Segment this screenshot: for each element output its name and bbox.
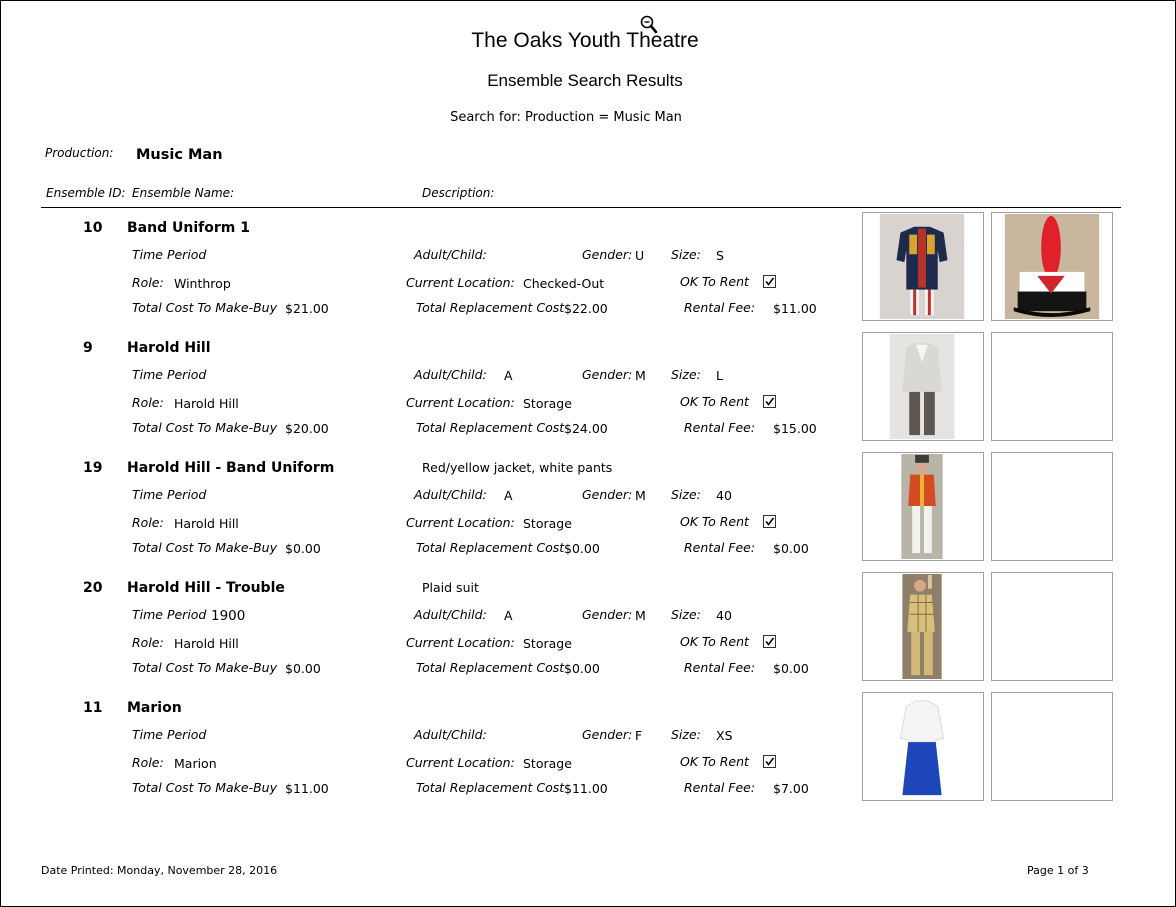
- ok-to-rent-label: OK To Rent: [680, 394, 749, 409]
- ensemble-name: Harold Hill - Trouble: [127, 580, 285, 596]
- rental-fee-label: Rental Fee:: [684, 540, 756, 555]
- gender-value: M: [635, 608, 646, 623]
- adult-child-label: Adult/Child:: [414, 607, 487, 622]
- current-location-label: Current Location:: [406, 395, 515, 410]
- ok-to-rent-checkbox[interactable]: [763, 755, 776, 768]
- total-replacement-label: Total Replacement Cost: [416, 540, 565, 555]
- total-replacement-value: $0.00: [564, 541, 600, 556]
- ensemble-name: Harold Hill: [127, 340, 211, 356]
- empty-photo-frame: [991, 572, 1113, 681]
- empty-photo-frame: [991, 332, 1113, 441]
- total-replacement-value: $0.00: [564, 661, 600, 676]
- adult-child-value: A: [504, 608, 513, 623]
- total-replacement-value: $22.00: [564, 301, 608, 316]
- role-value: Harold Hill: [174, 636, 239, 651]
- total-cost-value: $11.00: [285, 781, 329, 796]
- production-label: Production:: [45, 146, 114, 160]
- role-label: Role:: [132, 755, 164, 770]
- current-location-value: Storage: [523, 636, 572, 651]
- white-blouse-blue-skirt-photo: [862, 692, 984, 801]
- rental-fee-value: $7.00: [773, 781, 809, 796]
- gender-value: M: [635, 368, 646, 383]
- total-replacement-label: Total Replacement Cost: [416, 780, 565, 795]
- rental-fee-label: Rental Fee:: [684, 300, 756, 315]
- adult-child-label: Adult/Child:: [414, 367, 487, 382]
- gender-label: Gender:: [582, 247, 633, 262]
- report-title: The Oaks Youth Theatre: [471, 29, 699, 52]
- total-cost-value: $21.00: [285, 301, 329, 316]
- role-value: Harold Hill: [174, 516, 239, 531]
- ok-to-rent-label: OK To Rent: [680, 754, 749, 769]
- total-replacement-label: Total Replacement Cost: [416, 300, 565, 315]
- ensemble-record: [1, 326, 1176, 446]
- ok-to-rent-label: OK To Rent: [680, 274, 749, 289]
- ensemble-name: Band Uniform 1: [127, 220, 250, 236]
- total-replacement-label: Total Replacement Cost: [416, 660, 565, 675]
- time-period-label: Time Period: [132, 367, 207, 382]
- ensemble-record: [1, 206, 1176, 326]
- gender-label: Gender:: [582, 607, 633, 622]
- gender-label: Gender:: [582, 727, 633, 742]
- red-band-uniform-photo: [862, 452, 984, 561]
- time-period-label: Time Period: [132, 727, 207, 742]
- role-label: Role:: [132, 515, 164, 530]
- rental-fee-value: $0.00: [773, 661, 809, 676]
- white-jacket-suit-photo: [862, 332, 984, 441]
- size-label: Size:: [671, 247, 701, 262]
- current-location-value: Storage: [523, 396, 572, 411]
- ensemble-record: [1, 446, 1176, 566]
- ok-to-rent-checkbox[interactable]: [763, 515, 776, 528]
- ensemble-id: 10: [83, 220, 103, 236]
- rental-fee-value: $15.00: [773, 421, 817, 436]
- gender-value: M: [635, 488, 646, 503]
- ensemble-id: 11: [83, 700, 103, 716]
- size-label: Size:: [671, 727, 701, 742]
- total-cost-label: Total Cost To Make-Buy: [132, 300, 278, 315]
- total-replacement-label: Total Replacement Cost: [416, 420, 565, 435]
- plaid-suit-photo: [862, 572, 984, 681]
- time-period-label: Time Period: [132, 607, 207, 622]
- report-subtitle: Ensemble Search Results: [487, 71, 683, 90]
- ensemble-name: Harold Hill - Band Uniform: [127, 460, 335, 476]
- gender-value: U: [635, 248, 645, 263]
- role-value: Winthrop: [174, 276, 231, 291]
- total-cost-label: Total Cost To Make-Buy: [132, 780, 278, 795]
- page-number: Page 1 of 3: [1027, 864, 1089, 877]
- time-period-value: 1900: [211, 608, 246, 624]
- role-label: Role:: [132, 275, 164, 290]
- ok-to-rent-checkbox[interactable]: [763, 395, 776, 408]
- column-description: Description:: [422, 186, 495, 200]
- ensemble-description: Red/yellow jacket, white pants: [422, 460, 613, 475]
- size-value: 40: [716, 608, 732, 623]
- rental-fee-value: $0.00: [773, 541, 809, 556]
- size-label: Size:: [671, 367, 701, 382]
- size-value: S: [716, 248, 724, 263]
- search-criteria: Search for: Production = Music Man: [450, 110, 682, 125]
- band-jacket-photo: [862, 212, 984, 321]
- adult-child-value: A: [504, 488, 513, 503]
- size-value: 40: [716, 488, 732, 503]
- column-ensemble-name: Ensemble Name:: [132, 186, 235, 200]
- date-printed: Date Printed: Monday, November 28, 2016: [41, 864, 278, 877]
- role-value: Marion: [174, 756, 217, 771]
- total-cost-label: Total Cost To Make-Buy: [132, 660, 278, 675]
- empty-photo-frame: [991, 452, 1113, 561]
- ensemble-id: 20: [83, 580, 103, 596]
- gender-label: Gender:: [582, 367, 633, 382]
- total-cost-label: Total Cost To Make-Buy: [132, 420, 278, 435]
- total-cost-label: Total Cost To Make-Buy: [132, 540, 278, 555]
- current-location-value: Storage: [523, 756, 572, 771]
- rental-fee-label: Rental Fee:: [684, 420, 756, 435]
- ensemble-id: 19: [83, 460, 103, 476]
- current-location-label: Current Location:: [406, 755, 515, 770]
- ensemble-record: [1, 686, 1176, 806]
- rental-fee-value: $11.00: [773, 301, 817, 316]
- current-location-label: Current Location:: [406, 635, 515, 650]
- ensemble-name: Marion: [127, 700, 182, 716]
- role-label: Role:: [132, 635, 164, 650]
- ok-to-rent-checkbox[interactable]: [763, 275, 776, 288]
- ensemble-record: [1, 566, 1176, 686]
- adult-child-label: Adult/Child:: [414, 247, 487, 262]
- empty-photo-frame: [991, 692, 1113, 801]
- production-value: Music Man: [136, 147, 223, 163]
- total-replacement-value: $24.00: [564, 421, 608, 436]
- rental-fee-label: Rental Fee:: [684, 780, 756, 795]
- ensemble-id: 9: [83, 340, 93, 356]
- time-period-label: Time Period: [132, 487, 207, 502]
- ok-to-rent-checkbox[interactable]: [763, 635, 776, 648]
- rental-fee-label: Rental Fee:: [684, 660, 756, 675]
- role-value: Harold Hill: [174, 396, 239, 411]
- plumed-hat-photo: [991, 212, 1113, 321]
- ensemble-description: Plaid suit: [422, 580, 479, 595]
- size-label: Size:: [671, 487, 701, 502]
- total-cost-value: $0.00: [285, 541, 321, 556]
- size-label: Size:: [671, 607, 701, 622]
- ok-to-rent-label: OK To Rent: [680, 514, 749, 529]
- adult-child-label: Adult/Child:: [414, 727, 487, 742]
- role-label: Role:: [132, 395, 164, 410]
- total-cost-value: $20.00: [285, 421, 329, 436]
- total-replacement-value: $11.00: [564, 781, 608, 796]
- current-location-label: Current Location:: [406, 515, 515, 530]
- current-location-value: Storage: [523, 516, 572, 531]
- gender-value: F: [635, 728, 643, 743]
- column-ensemble-id: Ensemble ID:: [46, 186, 126, 200]
- current-location-value: Checked-Out: [523, 276, 605, 291]
- size-value: XS: [716, 728, 733, 743]
- adult-child-value: A: [504, 368, 513, 383]
- ok-to-rent-label: OK To Rent: [680, 634, 749, 649]
- gender-label: Gender:: [582, 487, 633, 502]
- total-cost-value: $0.00: [285, 661, 321, 676]
- size-value: L: [716, 368, 723, 383]
- time-period-label: Time Period: [132, 247, 207, 262]
- current-location-label: Current Location:: [406, 275, 515, 290]
- adult-child-label: Adult/Child:: [414, 487, 487, 502]
